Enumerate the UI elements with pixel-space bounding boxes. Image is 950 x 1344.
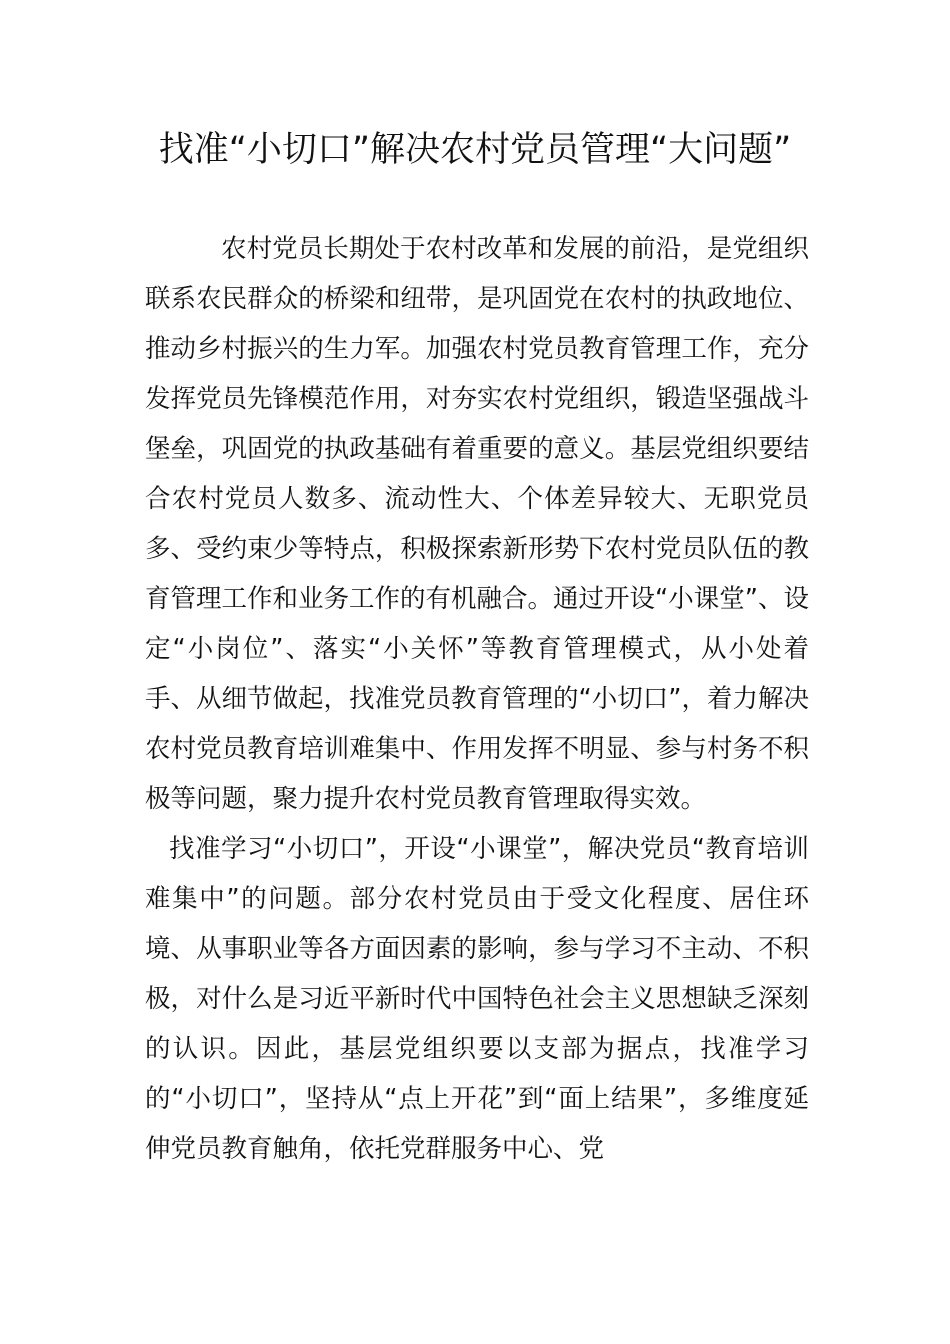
document-body (145, 224, 809, 1174)
paragraph-study: 找准学习“小切口”，开设“小课堂”，解决党员“教育培训难集中”的问题。部分农村党员由于受文化程度、居住环境、从事职业等各方面因素的影响，参与学习不主动、不积极，对什么是习近平新时代中国特色社会主义思想缺乏深刻的认识。因此，基层党组织要以支部为据点，找准学习的“小切口”，坚持从“点上开花”到“面上结果”，多维度延伸党员教育触角，依托党群服务中心、党 (145, 834, 809, 1164)
paragraph-intro: 农村党员长期处于农村改革和发展的前沿，是党组织联系农民群众的桥梁和纽带，是巩固党在农村的执政地位、推动乡村振兴的生力军。加强农村党员教育管理工作，充分发挥党员先锋模范作用，对夯实农村党组织，锻造坚强战斗堡垒，巩固党的执政基础有着重要的意义。基层党组织要结合农村党员人数多、流动性大、个体差异较大、无职党员多、受约束少等特点，积极探索新形势下农村党员队伍的教育管理工作和业务工作的有机融合。通过开设“小课堂”、设定“小岗位”、落实“小关怀”等教育管理模式，从小处着手、从细节做起，找准党员教育管理的“小切口”，着力解决农村党员教育培训难集中、作用发挥不明显、参与村务不积极等问题，聚力提升农村党员教育管理取得实效。 (145, 234, 809, 814)
document-title: 找准“小切口”解决农村党员管理“大问题” (158, 130, 792, 170)
